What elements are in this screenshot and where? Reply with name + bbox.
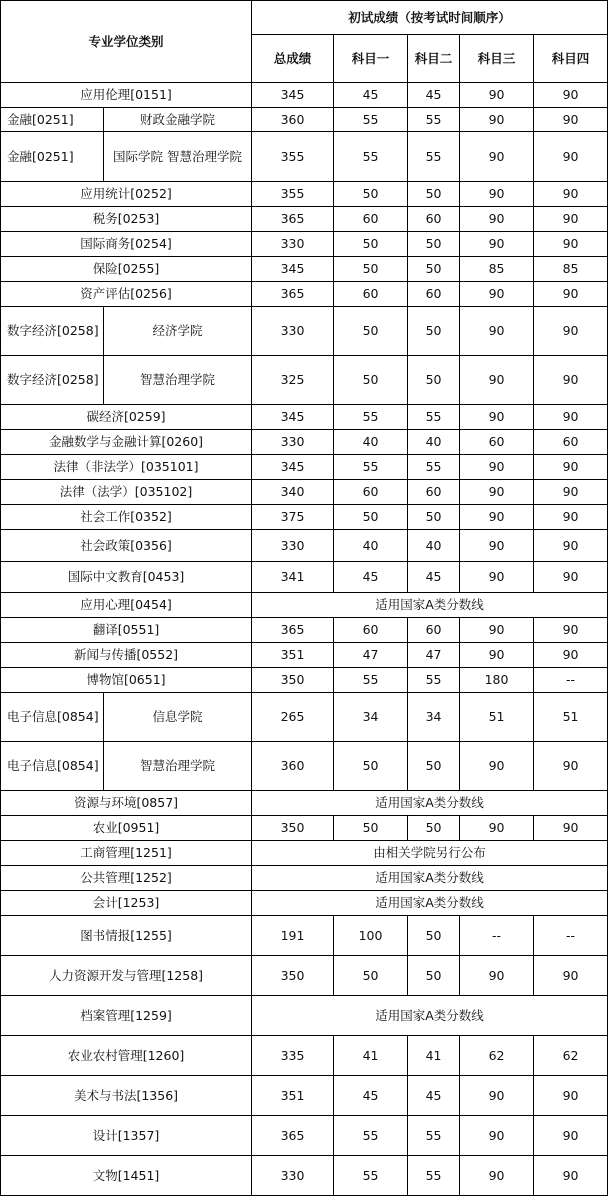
subject2-score: 60 <box>408 282 460 307</box>
header-s4: 科目四 <box>534 35 608 83</box>
subject2-score: 47 <box>408 643 460 668</box>
program-name: 电子信息[0854] <box>1 742 104 791</box>
program-name: 应用伦理[0151] <box>1 83 252 108</box>
subject2-score: 50 <box>408 182 460 207</box>
subject4-score: 90 <box>534 356 608 405</box>
subject3-score: 90 <box>460 956 534 996</box>
subject3-score: 90 <box>460 405 534 430</box>
subject1-score: 50 <box>334 505 408 530</box>
total-score: 355 <box>252 182 334 207</box>
subject3-score: 90 <box>460 530 534 562</box>
subject1-score: 55 <box>334 1156 408 1196</box>
total-score: 360 <box>252 108 334 132</box>
subject1-score: 45 <box>334 83 408 108</box>
subject2-score: 50 <box>408 232 460 257</box>
header-total: 总成绩 <box>252 35 334 83</box>
program-name: 人力资源开发与管理[1258] <box>1 956 252 996</box>
total-score: 360 <box>252 742 334 791</box>
table-row <box>1 356 608 405</box>
subject1-score: 50 <box>334 742 408 791</box>
table-row <box>1 455 608 480</box>
table-row <box>1 562 608 593</box>
program-name: 数字经济[0258] <box>1 307 104 356</box>
score-note: 适用国家A类分数线 <box>252 791 608 816</box>
total-score: 355 <box>252 132 334 182</box>
program-name: 保险[0255] <box>1 257 252 282</box>
subject1-score: 50 <box>334 182 408 207</box>
subject2-score: 60 <box>408 480 460 505</box>
score-note: 适用国家A类分数线 <box>252 996 608 1036</box>
subject1-score: 45 <box>334 562 408 593</box>
program-name: 资产评估[0256] <box>1 282 252 307</box>
score-note: 适用国家A类分数线 <box>252 891 608 916</box>
total-score: 365 <box>252 282 334 307</box>
subject1-score: 50 <box>334 816 408 841</box>
subject2-score: 40 <box>408 430 460 455</box>
table-row <box>1 916 608 956</box>
subject4-score: 90 <box>534 108 608 132</box>
subject4-score: 90 <box>534 405 608 430</box>
subject1-score: 55 <box>334 405 408 430</box>
program-name: 设计[1357] <box>1 1116 252 1156</box>
total-score: 345 <box>252 405 334 430</box>
header-s3: 科目三 <box>460 35 534 83</box>
college-name: 国际学院 智慧治理学院 <box>104 132 252 182</box>
subject4-score: -- <box>534 916 608 956</box>
subject3-score: 90 <box>460 356 534 405</box>
subject4-score: 85 <box>534 257 608 282</box>
table-row <box>1 232 608 257</box>
program-name: 金融[0251] <box>1 108 104 132</box>
total-score: 341 <box>252 562 334 593</box>
program-name: 文物[1451] <box>1 1156 252 1196</box>
program-name: 应用心理[0454] <box>1 593 252 618</box>
subject4-score: 90 <box>534 282 608 307</box>
program-name: 资源与环境[0857] <box>1 791 252 816</box>
program-name: 数字经济[0258] <box>1 356 104 405</box>
subject2-score: 55 <box>408 1156 460 1196</box>
subject4-score: 90 <box>534 1156 608 1196</box>
program-name: 社会政策[0356] <box>1 530 252 562</box>
total-score: 350 <box>252 816 334 841</box>
subject1-score: 50 <box>334 307 408 356</box>
table-row <box>1 791 608 816</box>
header-group: 初试成绩（按考试时间顺序） <box>252 1 608 35</box>
subject2-score: 50 <box>408 742 460 791</box>
college-name: 智慧治理学院 <box>104 742 252 791</box>
subject2-score: 41 <box>408 1036 460 1076</box>
program-name: 会计[1253] <box>1 891 252 916</box>
table-row <box>1 207 608 232</box>
subject3-score: 90 <box>460 562 534 593</box>
subject4-score: 90 <box>534 232 608 257</box>
subject4-score: 90 <box>534 1116 608 1156</box>
program-name: 博物馆[0651] <box>1 668 252 693</box>
subject1-score: 41 <box>334 1036 408 1076</box>
table-row <box>1 618 608 643</box>
program-name: 图书情报[1255] <box>1 916 252 956</box>
total-score: 330 <box>252 530 334 562</box>
subject3-score: 60 <box>460 430 534 455</box>
subject1-score: 50 <box>334 356 408 405</box>
subject4-score: 90 <box>534 742 608 791</box>
subject3-score: 90 <box>460 455 534 480</box>
subject2-score: 55 <box>408 132 460 182</box>
subject3-score: 90 <box>460 182 534 207</box>
subject1-score: 60 <box>334 618 408 643</box>
total-score: 375 <box>252 505 334 530</box>
program-name: 农业农村管理[1260] <box>1 1036 252 1076</box>
subject2-score: 45 <box>408 1076 460 1116</box>
subject1-score: 50 <box>334 257 408 282</box>
program-name: 国际中文教育[0453] <box>1 562 252 593</box>
score-note: 由相关学院另行公布 <box>252 841 608 866</box>
program-name: 碳经济[0259] <box>1 405 252 430</box>
subject2-score: 55 <box>408 1116 460 1156</box>
subject4-score: 90 <box>534 83 608 108</box>
total-score: 345 <box>252 455 334 480</box>
subject3-score: 90 <box>460 618 534 643</box>
college-name: 经济学院 <box>104 307 252 356</box>
subject4-score: 90 <box>534 816 608 841</box>
table-row <box>1 132 608 182</box>
total-score: 345 <box>252 257 334 282</box>
subject3-score: 90 <box>460 83 534 108</box>
table-row <box>1 1036 608 1076</box>
subject2-score: 40 <box>408 530 460 562</box>
subject3-score: 90 <box>460 643 534 668</box>
table-row <box>1 430 608 455</box>
subject2-score: 50 <box>408 505 460 530</box>
subject2-score: 55 <box>408 405 460 430</box>
subject2-score: 50 <box>408 356 460 405</box>
subject3-score: 90 <box>460 742 534 791</box>
total-score: 351 <box>252 643 334 668</box>
table-row <box>1 182 608 207</box>
table-row <box>1 257 608 282</box>
program-name: 社会工作[0352] <box>1 505 252 530</box>
program-name: 公共管理[1252] <box>1 866 252 891</box>
subject1-score: 50 <box>334 232 408 257</box>
table-row <box>1 593 608 618</box>
table-row <box>1 866 608 891</box>
subject3-score: 90 <box>460 132 534 182</box>
program-name: 应用统计[0252] <box>1 182 252 207</box>
total-score: 365 <box>252 207 334 232</box>
subject2-score: 55 <box>408 108 460 132</box>
subject1-score: 60 <box>334 480 408 505</box>
subject1-score: 40 <box>334 430 408 455</box>
subject3-score: 90 <box>460 282 534 307</box>
subject3-score: 90 <box>460 480 534 505</box>
program-name: 法律（非法学）[035101] <box>1 455 252 480</box>
table-row <box>1 693 608 742</box>
subject3-score: 90 <box>460 1116 534 1156</box>
program-name: 税务[0253] <box>1 207 252 232</box>
program-name: 农业[0951] <box>1 816 252 841</box>
subject2-score: 50 <box>408 956 460 996</box>
table-row <box>1 1116 608 1156</box>
subject4-score: 90 <box>534 480 608 505</box>
subject1-score: 55 <box>334 455 408 480</box>
subject4-score: 90 <box>534 505 608 530</box>
subject4-score: 62 <box>534 1036 608 1076</box>
subject1-score: 60 <box>334 282 408 307</box>
total-score: 335 <box>252 1036 334 1076</box>
subject3-score: 90 <box>460 1156 534 1196</box>
subject3-score: 90 <box>460 232 534 257</box>
table-row <box>1 1076 608 1116</box>
subject3-score: 90 <box>460 307 534 356</box>
table-row <box>1 742 608 791</box>
table-row <box>1 108 608 132</box>
subject4-score: 51 <box>534 693 608 742</box>
table-row <box>1 841 608 866</box>
subject3-score: 62 <box>460 1036 534 1076</box>
program-name: 美术与书法[1356] <box>1 1076 252 1116</box>
subject4-score: 60 <box>534 430 608 455</box>
program-name: 工商管理[1251] <box>1 841 252 866</box>
subject2-score: 50 <box>408 916 460 956</box>
subject1-score: 55 <box>334 108 408 132</box>
subject1-score: 50 <box>334 956 408 996</box>
total-score: 365 <box>252 618 334 643</box>
subject2-score: 50 <box>408 816 460 841</box>
total-score: 350 <box>252 668 334 693</box>
total-score: 191 <box>252 916 334 956</box>
table-row <box>1 83 608 108</box>
subject3-score: 85 <box>460 257 534 282</box>
total-score: 351 <box>252 1076 334 1116</box>
subject4-score: 90 <box>534 956 608 996</box>
table-row <box>1 505 608 530</box>
subject3-score: 90 <box>460 816 534 841</box>
table-row <box>1 996 608 1036</box>
total-score: 340 <box>252 480 334 505</box>
table-row <box>1 816 608 841</box>
subject2-score: 45 <box>408 562 460 593</box>
subject4-score: 90 <box>534 307 608 356</box>
subject3-score: -- <box>460 916 534 956</box>
total-score: 345 <box>252 83 334 108</box>
subject2-score: 50 <box>408 257 460 282</box>
total-score: 325 <box>252 356 334 405</box>
table-row <box>1 480 608 505</box>
header-s1: 科目一 <box>334 35 408 83</box>
subject2-score: 34 <box>408 693 460 742</box>
subject1-score: 55 <box>334 1116 408 1156</box>
table-row <box>1 891 608 916</box>
subject2-score: 55 <box>408 455 460 480</box>
program-name: 法律（法学）[035102] <box>1 480 252 505</box>
header-s2: 科目二 <box>408 35 460 83</box>
total-score: 330 <box>252 232 334 257</box>
table-row <box>1 405 608 430</box>
subject4-score: 90 <box>534 618 608 643</box>
program-name: 金融[0251] <box>1 132 104 182</box>
subject2-score: 60 <box>408 207 460 232</box>
subject1-score: 100 <box>334 916 408 956</box>
table-row <box>1 307 608 356</box>
program-name: 翻译[0551] <box>1 618 252 643</box>
subject1-score: 34 <box>334 693 408 742</box>
subject1-score: 47 <box>334 643 408 668</box>
subject4-score: 90 <box>534 207 608 232</box>
subject1-score: 55 <box>334 668 408 693</box>
subject3-score: 51 <box>460 693 534 742</box>
college-name: 智慧治理学院 <box>104 356 252 405</box>
subject4-score: 90 <box>534 643 608 668</box>
table-row <box>1 668 608 693</box>
subject4-score: -- <box>534 668 608 693</box>
subject1-score: 55 <box>334 132 408 182</box>
subject4-score: 90 <box>534 132 608 182</box>
subject3-score: 180 <box>460 668 534 693</box>
subject3-score: 90 <box>460 505 534 530</box>
subject4-score: 90 <box>534 562 608 593</box>
subject4-score: 90 <box>534 182 608 207</box>
total-score: 330 <box>252 1156 334 1196</box>
subject4-score: 90 <box>534 530 608 562</box>
total-score: 330 <box>252 430 334 455</box>
subject4-score: 90 <box>534 455 608 480</box>
subject3-score: 90 <box>460 1076 534 1116</box>
total-score: 350 <box>252 956 334 996</box>
score-note: 适用国家A类分数线 <box>252 593 608 618</box>
college-name: 信息学院 <box>104 693 252 742</box>
subject3-score: 90 <box>460 207 534 232</box>
subject2-score: 45 <box>408 83 460 108</box>
total-score: 365 <box>252 1116 334 1156</box>
subject2-score: 60 <box>408 618 460 643</box>
total-score: 265 <box>252 693 334 742</box>
subject4-score: 90 <box>534 1076 608 1116</box>
table-row <box>1 1156 608 1196</box>
total-score: 330 <box>252 307 334 356</box>
program-name: 档案管理[1259] <box>1 996 252 1036</box>
score-note: 适用国家A类分数线 <box>252 866 608 891</box>
table-row <box>1 956 608 996</box>
program-name: 电子信息[0854] <box>1 693 104 742</box>
subject1-score: 45 <box>334 1076 408 1116</box>
subject1-score: 60 <box>334 207 408 232</box>
college-name: 财政金融学院 <box>104 108 252 132</box>
program-name: 国际商务[0254] <box>1 232 252 257</box>
header-category: 专业学位类别 <box>1 1 252 83</box>
subject2-score: 50 <box>408 307 460 356</box>
table-row <box>1 530 608 562</box>
subject3-score: 90 <box>460 108 534 132</box>
program-name: 金融数学与金融计算[0260] <box>1 430 252 455</box>
subject2-score: 55 <box>408 668 460 693</box>
table-row <box>1 282 608 307</box>
table-row <box>1 643 608 668</box>
subject1-score: 40 <box>334 530 408 562</box>
program-name: 新闻与传播[0552] <box>1 643 252 668</box>
